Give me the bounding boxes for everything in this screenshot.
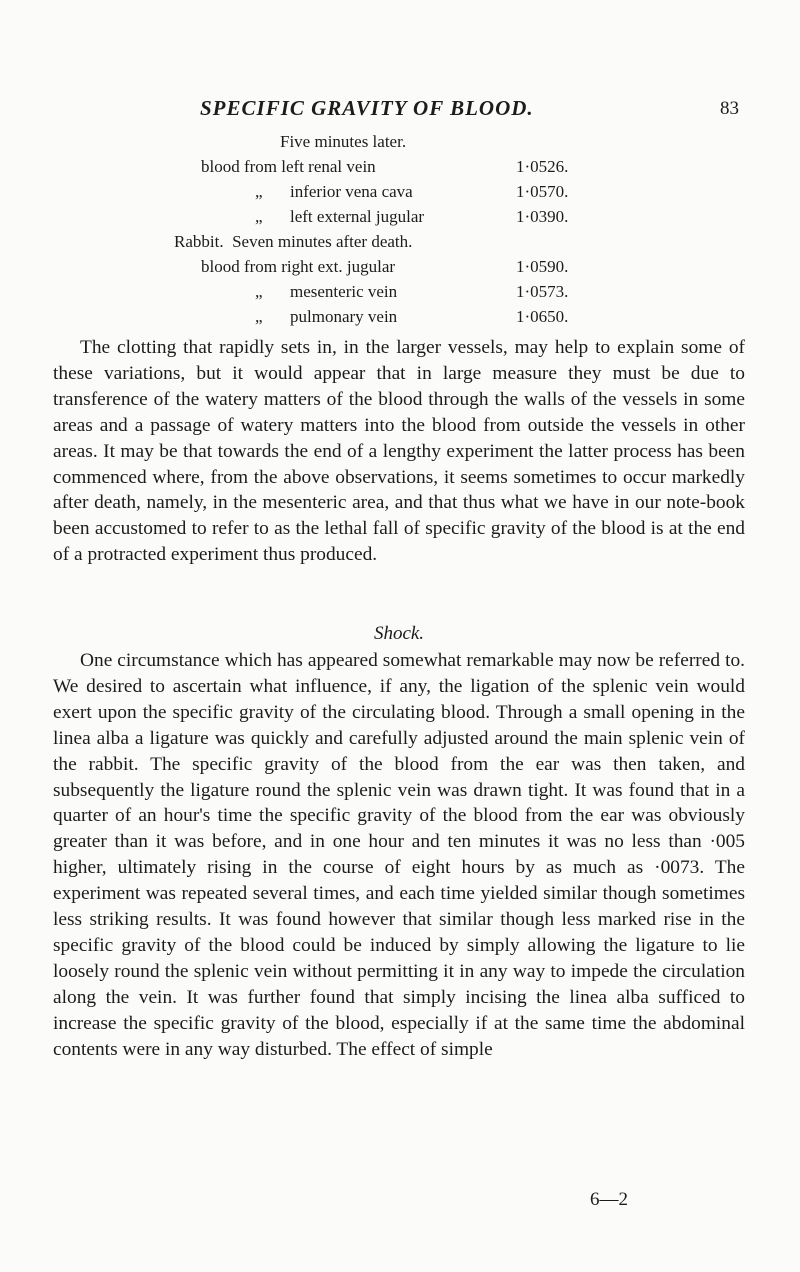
- table-row-value: 1·0650.: [516, 307, 569, 326]
- table-row-label: Five minutes later.: [280, 132, 407, 151]
- table-row: [0, 282, 800, 307]
- page-number: 83: [720, 98, 739, 119]
- ditto-mark: „: [255, 282, 263, 301]
- section-heading: Shock.: [373, 623, 425, 644]
- table-row-value: 1·0590.: [516, 257, 569, 276]
- table-row-value: 1·0573.: [516, 282, 569, 301]
- table-row: [0, 307, 800, 332]
- table-row: [0, 132, 800, 157]
- table-row: [0, 207, 800, 232]
- signature-mark: 6—2: [590, 1189, 628, 1210]
- running-head: [0, 96, 800, 126]
- table-row-value: 1·0390.: [516, 207, 569, 226]
- table-row-value: 1·0570.: [516, 182, 569, 201]
- table-row-label: blood from left renal vein: [201, 157, 376, 176]
- table-row: [0, 157, 800, 182]
- table-row-value: 1·0526.: [516, 157, 569, 176]
- table-row: [0, 257, 800, 282]
- table-row-label: Rabbit. Seven minutes after death.: [174, 232, 413, 251]
- table-row: [0, 182, 800, 207]
- ditto-mark: „: [255, 182, 263, 201]
- table-row-label: pulmonary vein: [290, 307, 398, 326]
- table-row-label: blood from right ext. jugular: [201, 257, 396, 276]
- table-row-label: mesenteric vein: [290, 282, 398, 301]
- paragraph-clotting: The clotting that rapidly sets in, in the larger vessels, may help to explain some of these variations, but it would appear that in large measure they must be due to transference of the watery matters of the blood through the walls of the vessels in some areas and a passage of watery matters into the blood from outside the vessels in other areas. It may be that towards the end of a lengthy experiment the latter process has been commenced where, from the above observations, it seems sometimes to occur markedly after death, namely, in the mesenteric area, and that thus what we have in our note-book been accustomed to refer to as the lethal fall of specific gravity of the blood is at the end of a protracted experiment thus produced.: [53, 337, 745, 566]
- paragraph-shock: One circumstance which has appeared somewhat remarkable may now be referred to. We desired to ascertain what influence, if any, the ligation of the splenic vein would exert upon the specific gravity of the circulating blood. Through a small opening in the linea alba a ligature was quickly and carefully adjusted around the main splenic vein of the rabbit. The specific gravity of the blood from the ear was then taken, and subsequently the ligature round the splenic vein was drawn tight. It was found that in a quarter of an hour's time the specific gravity of the blood from the ear was obviously greater than it was before, and in one hour and ten minutes it was no less than ·005 higher, ultimately rising in the course of eight hours by as much as ·0073. The experiment was repeated several times, and each time yielded similar though sometimes less striking results. It was found however that similar though less marked rise in the specific gravity of the blood could be induced by simply allowing the ligature to lie loosely round the splenic vein without permitting it in any way to impede the circulation along the vein. It was further found that simply incising the linea alba sufficed to increase the specific gravity of the blood, especially if at the same time the abdominal contents were in any way disturbed. The effect of simple: [53, 650, 745, 1060]
- table-row: [0, 232, 800, 257]
- ditto-mark: „: [255, 307, 263, 326]
- running-title: SPECIFIC GRAVITY OF BLOOD.: [200, 96, 534, 120]
- ditto-mark: „: [255, 207, 263, 226]
- table-row-label: inferior vena cava: [290, 182, 413, 201]
- table-row-label: left external jugular: [290, 207, 425, 226]
